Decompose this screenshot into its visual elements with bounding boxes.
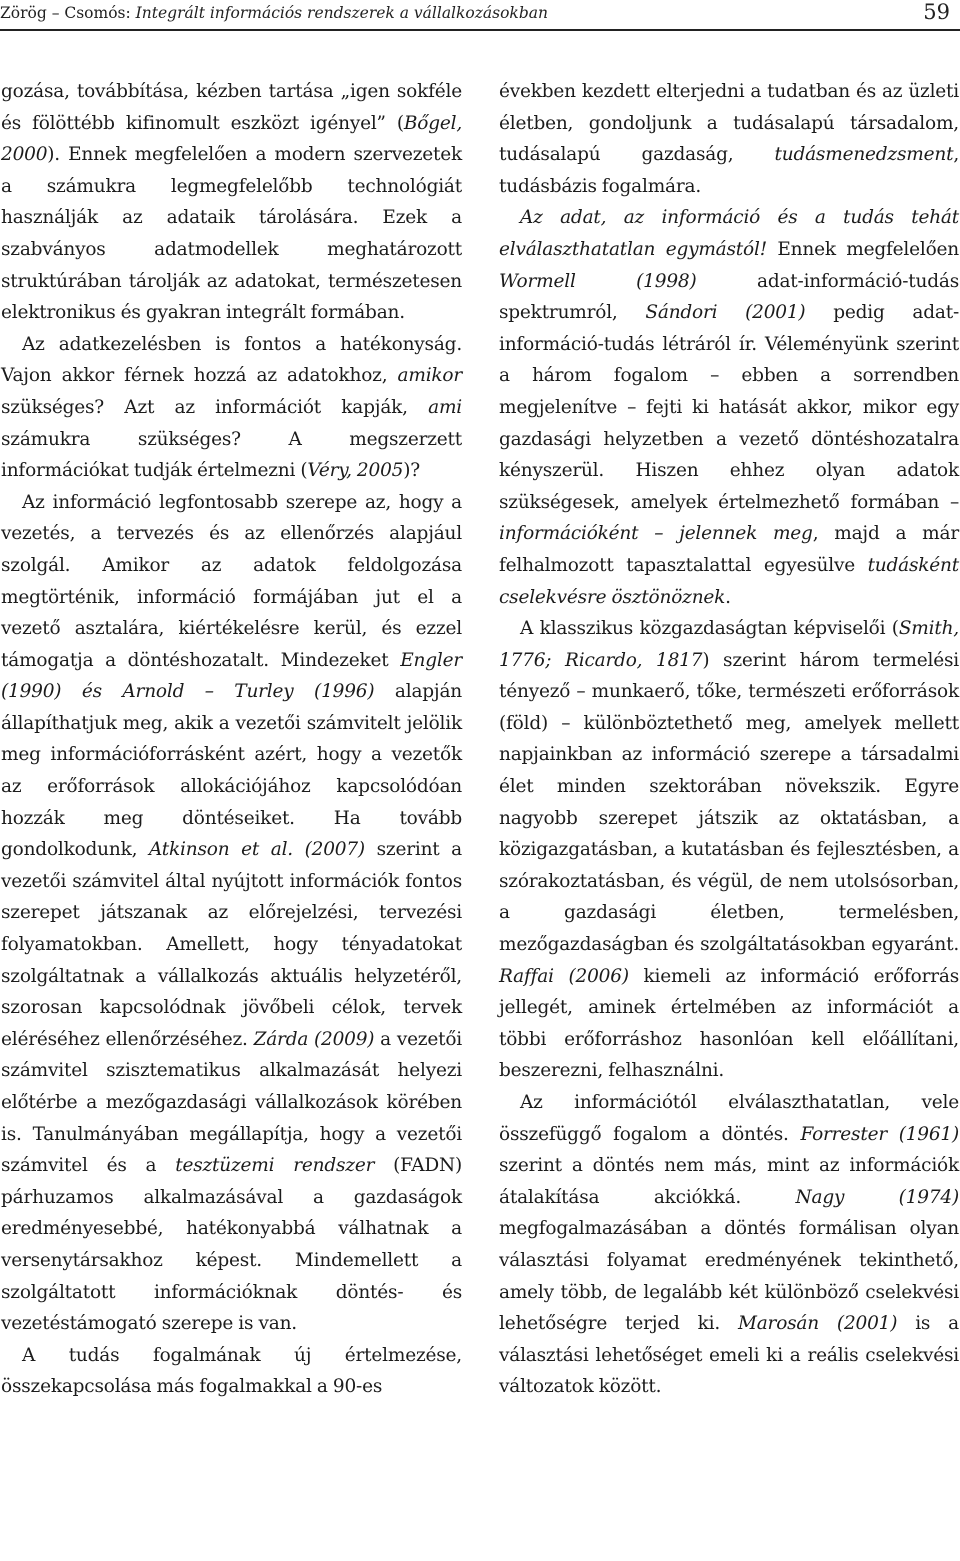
paragraph [1, 76, 462, 329]
running-header [0, 0, 960, 30]
header-authors: Zörög – Csomós: [0, 4, 136, 22]
text-run: pedig adat-információ-tudás létráról ír. Véleményünk szerint a három fogalom – ebben a sorrendben megjelenítve – fejti ki hatását akkor, mikor egy gazdasági helyzetben a vezető döntéshozatalra kényszerül. Hiszen ehhez olyan adatok szükségesek, amelyek értelmezhető formában – [499, 302, 959, 513]
page-number: 59 [923, 0, 950, 24]
italic-run: amikor [397, 365, 462, 387]
italic-run: információként – jelennek meg [499, 523, 813, 545]
italic-run: tudásmenedzsment [774, 144, 954, 166]
text-run: Ennek megfelelően [766, 238, 959, 260]
text-run: A tudás fogalmának új értelmezése, összekapcsolása más fogalmakkal a 90-es [1, 1344, 462, 1398]
text-run: években kezdett elterjedni a tudatban és az üzleti életben, gondoljunk a tudásalapú társadalom, tudásalapú gazdaság, [499, 81, 959, 166]
text-run: (FADN) párhuzamos alkalmazásával a gazdaságok eredményesebbé, hatékonyabbá válhatnak a versenytársakhoz képest. Mindemellett a szolgáltatott információknak döntés- és vezetéstámogató szerepe is van. [1, 1155, 462, 1335]
paragraph [1, 329, 462, 487]
running-title [0, 4, 548, 22]
text-run: adat-információ-tudás spektrumról, [499, 270, 959, 324]
text-run: Az információ legfontosabb szerepe az, hogy a vezetés, a tervezés és az ellenőrzés alapjául szolgál. Amikor az adatok feldolgozása megtörténik, információ formájában jut el a vezető asztalára, kiértékelésre kerül, és ezzel támogatja a döntéshozatalt. Mindezeket [1, 491, 462, 671]
paragraph [1, 487, 462, 1340]
italic-run: Zárda (2009) [253, 1028, 375, 1050]
header-title: Integrált információs rendszerek a vállalkozásokban [135, 4, 548, 22]
paragraph [1, 1340, 462, 1403]
text-run: )? [403, 460, 420, 482]
italic-run: Forrester (1961) [800, 1123, 960, 1145]
text-run: Az információtól elválaszthatatlan, vele összefüggő fogalom a döntés. [499, 1092, 959, 1145]
paragraph [499, 1087, 959, 1403]
italic-run: Nagy (1974) [795, 1186, 959, 1208]
italic-run: tesztüzemi rendszer [175, 1155, 375, 1177]
text-run: is a választási lehetőséget emeli ki a reális cselekvési változatok között. [499, 1313, 959, 1398]
header-rule [0, 29, 960, 31]
italic-run: Véry, 2005 [307, 460, 404, 482]
text-run: , tudásbázis fogalmára. [499, 144, 959, 197]
paragraph [499, 202, 959, 613]
text-run: számukra szükséges? A megszerzett információkat tudják értelmezni ( [1, 428, 462, 482]
italic-run: Smith, 1776; Ricardo, 1817 [499, 618, 959, 671]
text-run: . [725, 586, 731, 608]
italic-run: Bőgel, 2000 [1, 112, 462, 166]
italic-run: Atkinson et al. (2007) [148, 839, 365, 861]
text-run: megfogalmazásában a döntés formálisan olyan választási folyamat eredményének tekinthető, amely több, de legalább két különböző cselekvési lehetőségre terjed ki. [499, 1218, 959, 1335]
italic-run: Raffai (2006) [499, 965, 629, 987]
text-run: szükséges? Azt az információt kapják, [1, 396, 429, 418]
text-run: a vezetői számvitel szisztematikus alkalmazását helyezi előtérbe a mezőgazdasági vállalkozások körében is. Tanulmányában megállapítja, hogy a vezetői számvitel és a [1, 1028, 462, 1177]
text-run: szerint a döntés nem más, mint az információk átalakítása akciókká. [499, 1155, 959, 1208]
text-run: ). Ennek megfelelően a modern szervezetek a számukra legmegfelelőbb technológiát használják az adataik tárolására. Ezek a szabványos adatmodellek meghatározott struktúrában tárolják az adatokat, természetesen elektronikus és gyakran integrált formában. [1, 144, 462, 324]
italic-run: tudásként cselekvésre ösztönöznek [499, 554, 959, 608]
right-column [499, 76, 959, 1403]
text-run: kiemeli az információ erőforrás jellegét, aminek értelmében az információt a többi erőforráshoz hasonlóan kell előállítani, beszerezni, felhasználni. [499, 965, 959, 1082]
left-column [1, 76, 462, 1403]
text-run: Az adatkezelésben is fontos a hatékonyság. Vajon akkor férnek hozzá az adatokhoz, [1, 333, 462, 387]
italic-run: Marosán (2001) [737, 1313, 898, 1335]
text-run: , majd a már felhalmozott tapasztalattal egyesülve [499, 523, 959, 576]
text-run: gozása, továbbítása, kézben tartása „igen sokféle és fölöttébb kifinomult eszközt igényel” ( [1, 81, 462, 134]
text-run: ) szerint három termelési tényező – munkaerő, tőke, természeti erőforrások (föld) – különböztethető meg, amelyek mellett napjainkban az információ szerepe a társadalmi élet minden szektorában növekszik. Egyre nagyobb szerepet játszik az oktatásban, a közigazgatásban, a kutatásban és fejlesztésben, a szórakoztatásban, és végül, de nem utolsósorban, a gazdasági életben, termelésben, mezőgazdaságban és szolgáltatásokban egyaránt. [499, 649, 959, 956]
paragraph [499, 76, 959, 202]
italic-run: Engler (1990) és Arnold – Turley (1996) [1, 649, 462, 703]
italic-run: ami [428, 396, 462, 418]
text-run: alapján állapíthatjuk meg, akik a vezetői számvitelt jelölik meg információforrásként azért, hogy a vezetők az erőforrások allokációjához kapcsolódóan hozzák meg döntéseiket. Ha tovább gondolkodunk, [1, 681, 462, 861]
text-run: szerint a vezetői számvitel által nyújtott információk fontos szerepet játszanak az előrejelzési, tervezési folyamatokban. Amellett, hogy tényadatokat szolgáltatnak a vállalkozás aktuális helyzetéről, szorosan kapcsolódnak jövőbeli célok, tervek eléréséhez ellenőrzéséhez. [1, 839, 463, 1050]
paragraph [499, 613, 959, 1087]
text-run: A klasszikus közgazdaságtan képviselői ( [520, 618, 899, 640]
italic-run: Sándori (2001) [645, 302, 806, 324]
italic-run: Az adat, az információ és a tudás tehát elválaszthatatlan egymástól! [499, 207, 959, 260]
italic-run: Wormell (1998) [499, 270, 697, 292]
